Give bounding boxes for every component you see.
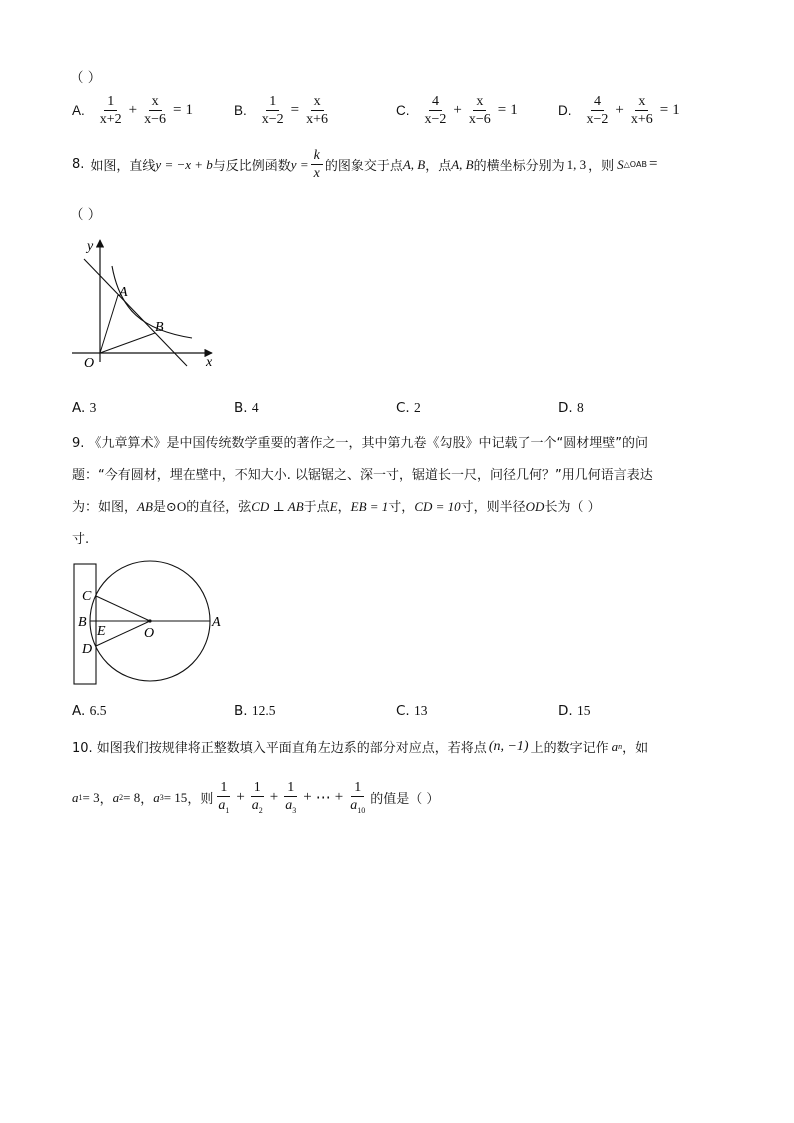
fraction: $\frac{1}{a_3}$ — [285, 780, 297, 816]
option-label: D. — [558, 103, 572, 119]
q8-paren: （ ） — [70, 207, 102, 223]
option-label: B. — [234, 103, 247, 119]
q7-option-d[interactable]: D. $\frac{4}{x-2}$ + $\frac{x}{x+6}$ = 1 — [558, 94, 680, 128]
fraction: $\frac{4}{x-2}$ — [424, 94, 447, 128]
label-b: B — [155, 320, 164, 335]
label-d: D — [82, 642, 93, 657]
q7-option-b[interactable]: B. $\frac{1}{x-2}$ = $\frac{x}{x+6}$ — [234, 94, 333, 128]
center-dot — [148, 619, 151, 622]
q9-line-1: 9. 《九章算术》是中国传统数学重要的著作之一，其中第九卷《勾股》中记载了一个“圆材埋壁”的问 — [72, 436, 649, 451]
fraction: $\frac{k}{x}$ — [311, 148, 323, 182]
fraction: $\frac{1}{a_1}$ — [218, 780, 230, 816]
q8-figure — [62, 232, 222, 372]
q8-option-a[interactable]: A. 3 — [72, 400, 97, 416]
label-o: O — [84, 356, 95, 371]
fraction: $\frac{4}{x-2}$ — [586, 94, 609, 128]
q10-line-1: 10. 如图我们按规律将正整数填入平面直角左边系的部分对应点，若将点 (n, −1) 上的数字记作 a n ，如 — [72, 738, 649, 756]
fraction: $\frac{x}{x+6}$ — [630, 94, 653, 128]
q9-option-c[interactable]: C. 13 — [396, 703, 428, 719]
q8-stem: 8. 如图，直线 y = −x + b 与反比例函数 y = $\frac{k}{x}$ 的图象交于点 A, B ，点 A, B 的横坐标分别为 1, 3 ，则 S △OAB = — [72, 148, 658, 182]
q8-option-d[interactable]: D. 8 — [558, 400, 584, 416]
label-c: C — [82, 589, 92, 604]
option-label: C. — [396, 103, 410, 119]
q7-option-c[interactable]: C. $\frac{4}{x-2}$ + $\frac{x}{x-6}$ = 1 — [396, 94, 518, 128]
segment-oc — [96, 596, 150, 621]
label-x: x — [206, 355, 213, 370]
q7-option-a[interactable]: A. $\frac{1}{x+2}$ + $\frac{x}{x-6}$ = 1 — [72, 94, 194, 128]
q7-paren: （ ） — [70, 70, 102, 86]
fraction: $\frac{x}{x-6}$ — [468, 94, 491, 128]
label-e: E — [97, 624, 106, 639]
q9-option-b[interactable]: B. 12.5 — [234, 703, 276, 719]
q8-option-b[interactable]: B. 4 — [234, 400, 259, 416]
segment-oa — [100, 295, 118, 353]
fraction: $\frac{x}{x-6}$ — [144, 94, 167, 128]
label-a: A — [119, 285, 128, 300]
hyperbola-curve — [112, 266, 192, 338]
q9-line-4: 寸. — [72, 532, 90, 547]
q9-line-3: 为：如图，AB是⊙O的直径，弦CD ⊥ AB于点E，EB = 1寸，CD = 10寸，则半径OD长为（ ） — [72, 499, 601, 515]
q9-figure — [64, 556, 234, 692]
fraction: $\frac{1}{a_2}$ — [251, 780, 263, 816]
option-label: A. — [72, 103, 85, 119]
fraction: $\frac{1}{x+2}$ — [99, 94, 122, 128]
q8-option-c[interactable]: C. 2 — [396, 400, 421, 416]
segment-ob — [100, 333, 155, 353]
q9-option-a[interactable]: A. 6.5 — [72, 703, 107, 719]
fraction: $\frac{1}{a_{10}}$ — [350, 780, 366, 816]
fraction: $\frac{1}{x-2}$ — [261, 94, 284, 128]
fraction: $\frac{x}{x+6}$ — [306, 94, 329, 128]
label-y: y — [87, 239, 94, 254]
label-b: B — [78, 615, 87, 630]
q9-option-d[interactable]: D. 15 — [558, 703, 591, 719]
label-o: O — [144, 626, 155, 641]
label-a: A — [212, 615, 221, 630]
q9-line-2: 题：“今有圆材，埋在壁中，不知大小. 以锯锯之、深一寸，锯道长一尺，问径几何？”用几何语言表达 — [72, 468, 653, 483]
q10-line-2: a 1 = 3 ， a 2 = 8 ， a 3 = 15 ，则 $\frac{1}{a_1}$ + $\frac{1}{a_2}$ + $\frac{1}{a_3}$ + ⋯ + $\frac{1}{a_{10}}$ 的值是（ ） — [72, 780, 440, 816]
